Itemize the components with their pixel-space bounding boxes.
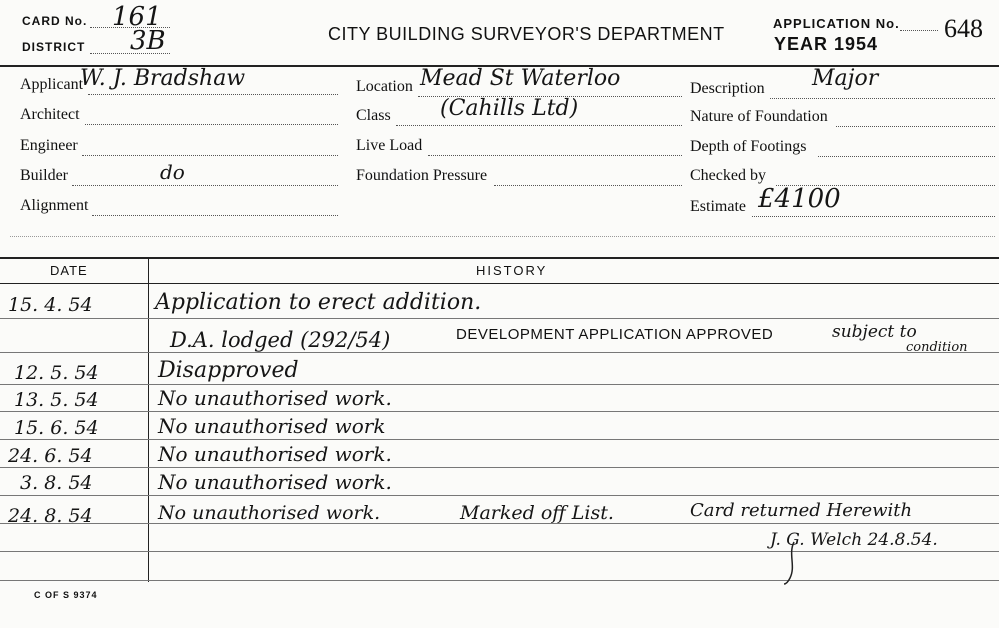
department-title: CITY BUILDING SURVEYOR'S DEPARTMENT — [328, 24, 725, 44]
application-no-value: 648 — [944, 14, 983, 43]
card-no-value: 161 — [112, 2, 162, 32]
row-rule — [0, 551, 999, 552]
estimate-line — [752, 216, 995, 217]
stamp-suffix: subject to — [832, 322, 917, 342]
row-entry: No unauthorised work. — [158, 502, 381, 524]
description-label: Description — [690, 80, 765, 97]
row-rule — [0, 580, 999, 581]
foundation-pressure-label: Foundation Pressure — [356, 167, 488, 184]
alignment-label: Alignment — [20, 197, 89, 214]
row-date: 15. 6. 54 — [14, 417, 99, 439]
row-rule — [0, 439, 999, 440]
nature-label: Nature of Foundation — [690, 108, 828, 125]
row-rule — [0, 384, 999, 385]
table-header-border — [0, 283, 999, 284]
architect-line — [85, 124, 338, 125]
row-date: 12. 5. 54 — [14, 362, 99, 384]
row-date: 24. 8. 54 — [8, 505, 93, 527]
row-rule — [0, 411, 999, 412]
engineer-label: Engineer — [20, 137, 78, 154]
applicant-line — [88, 94, 338, 95]
estimate-label: Estimate — [690, 198, 746, 215]
row-rule — [0, 352, 999, 353]
alignment-line — [92, 215, 338, 216]
nature-line — [836, 126, 995, 127]
description-line — [770, 98, 995, 99]
signature: J. G. Welch 24.8.54. — [770, 530, 938, 550]
row-entry: No unauthorised work. — [158, 386, 392, 410]
row-rule — [0, 467, 999, 468]
row-entry: No unauthorised work. — [158, 442, 392, 466]
builder-line — [72, 185, 338, 186]
form-code: C OF S 9374 — [34, 590, 98, 600]
row-entry: Application to erect addition. — [155, 290, 482, 315]
engineer-line — [82, 155, 338, 156]
row-date: 13. 5. 54 — [14, 389, 99, 411]
builder-value: do — [160, 160, 185, 184]
builder-label: Builder — [20, 167, 68, 184]
row-date: 3. 8. 54 — [20, 472, 93, 494]
marked-off-note: Marked off List. — [460, 502, 614, 524]
year-label: YEAR 1954 — [774, 34, 879, 54]
class-value: (Cahills Ltd) — [440, 96, 579, 121]
live-load-label: Live Load — [356, 137, 423, 154]
depth-line — [818, 156, 995, 157]
description-value: Major — [812, 66, 879, 91]
applicant-label: Applicant — [20, 76, 84, 93]
checked-label: Checked by — [690, 167, 766, 184]
row-entry: Disapproved — [158, 358, 299, 383]
district-value: 3B — [130, 26, 166, 56]
live-load-line — [428, 155, 682, 156]
depth-label: Depth of Footings — [690, 138, 807, 155]
application-no-label: APPLICATION No. — [773, 16, 900, 31]
card-returned-note: Card returned Herewith — [690, 500, 913, 521]
row-entry: No unauthorised work. — [158, 470, 392, 494]
application-no-underline — [900, 30, 938, 31]
signature-flourish-icon — [782, 540, 802, 586]
foundation-pressure-line — [494, 185, 682, 186]
row-date: 24. 6. 54 — [8, 445, 93, 467]
details-bottom-rule — [10, 236, 995, 237]
row-date: 15. 4. 54 — [8, 294, 93, 316]
stamp-suffix-2: condition — [906, 340, 968, 355]
class-line — [396, 125, 682, 126]
estimate-value: £4100 — [758, 184, 841, 214]
district-label: DISTRICT — [22, 40, 86, 54]
row-rule — [0, 495, 999, 496]
row-entry: No unauthorised work — [158, 414, 386, 438]
row-entry: D.A. lodged (292/54) — [170, 328, 391, 352]
approval-stamp: DEVELOPMENT APPLICATION APPROVED — [456, 326, 774, 343]
table-top-border — [0, 257, 999, 259]
row-rule — [0, 318, 999, 319]
location-label: Location — [356, 78, 413, 95]
architect-label: Architect — [20, 106, 80, 123]
class-label: Class — [356, 107, 391, 124]
date-header: DATE — [50, 263, 88, 278]
applicant-value: W. J. Bradshaw — [80, 66, 246, 91]
date-column-divider — [148, 257, 149, 582]
card-no-label: CARD No. — [22, 14, 88, 28]
location-value: Mead St Waterloo — [420, 66, 621, 91]
history-header: HISTORY — [476, 263, 548, 278]
